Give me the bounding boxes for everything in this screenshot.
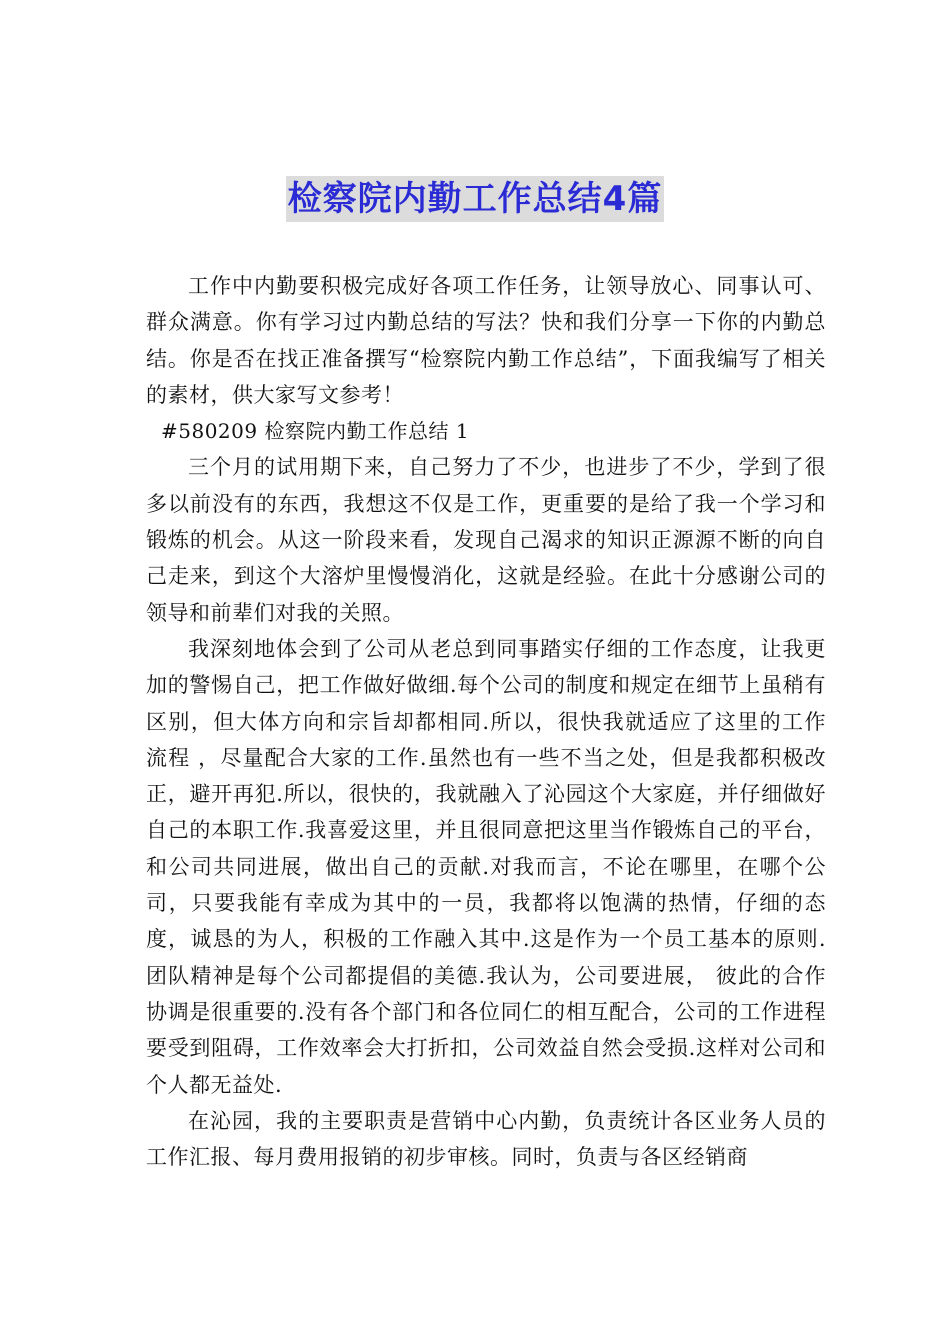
intro-paragraph: 工作中内勤要积极完成好各项工作任务，让领导放心、同事认可、群众满意。你有学习过内勤总结的写法？快和我们分享一下你的内勤总结。你是否在找正准备撰写“检察院内勤工作总结”，下面我编写了相关的素材，供大家写文参考！ [146, 274, 826, 407]
section-heading: #580209 检察院内勤工作总结 1 [161, 419, 470, 444]
body-paragraph-3: 在沁园，我的主要职责是营销中心内勤，负责统计各区业务人员的工作汇报、每月费用报销的初步审核。同时，负责与各区经销商 [146, 1108, 826, 1170]
body-paragraph-2: 我深刻地体会到了公司从老总到同事踏实仔细的工作态度，让我更加的警惕自己，把工作做好做细.每个公司的制度和规定在细节上虽稍有区别，但大体方向和宗旨却都相同.所以，很快我就适应了这里的工作 流程 ，尽量配合大家的工作.虽然也有一些不当之处，但是我都积极改正，避开再犯.所以，很快的，我就融入了沁园这个大家庭，并仔细做好自己的本职工作.我喜爱这里，并且很同意把这里当作锻炼自己的平台，和公司共同进展，做出自己的贡献.对我而言，不论在哪里，在哪个公司，只要我能有幸成为其中的一员，我都将以饱满的热情，仔细的态度，诚恳的为人，积极的工作融入其中.这是作为一个员工基本的原则.团队精神是每个公司都提倡的美德.我认为，公司要进展， 彼此的合作协调是很重要的.没有各个部门和各位同仁的相互配合，公司的工作进程要受到阻碍，工作效率会大打折扣，公司效益自然会受损.这样对公司和个人都无益处. [146, 636, 826, 1097]
document-title: 检察院内勤工作总结4篇 [286, 176, 665, 222]
body-paragraph-1: 三个月的试用期下来，自己努力了不少，也进步了不少，学到了很多以前没有的东西，我想这不仅是工作，更重要的是给了我一个学习和锻炼的机会。从这一阶段来看，发现自己渴求的知识正源源不断的向自己走来，到这个大溶炉里慢慢消化，这就是经验。在此十分感谢公司的领导和前辈们对我的关照。 [146, 455, 826, 625]
title-container [0, 176, 950, 222]
document-body [146, 268, 826, 1175]
